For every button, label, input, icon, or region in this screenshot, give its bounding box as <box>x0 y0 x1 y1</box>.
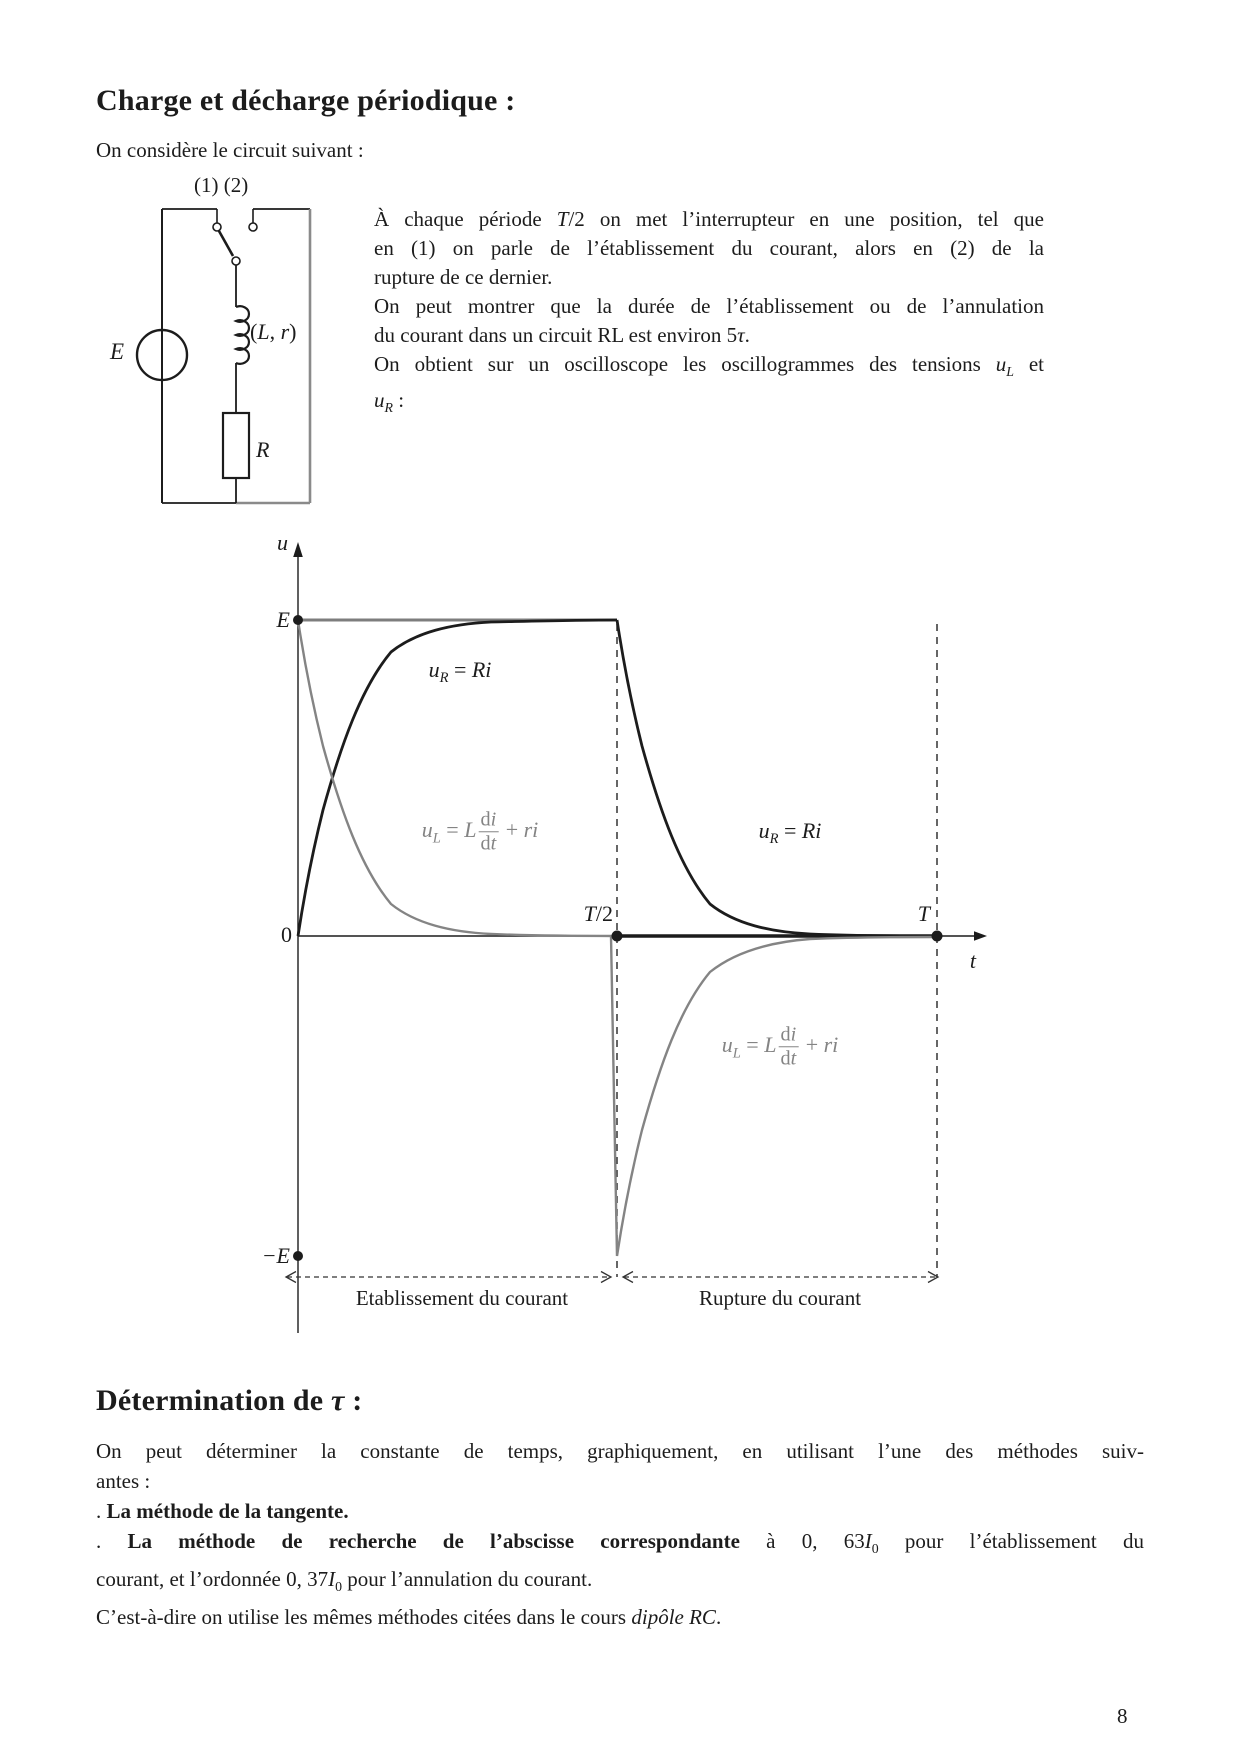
paragraph-line: C’est-à-dire on utilise les mêmes méthodes citées dans le cours dipôle RC. <box>96 1605 722 1630</box>
point-e <box>293 615 303 625</box>
paragraph-line: On peut montrer que la durée de l’établissement ou de l’annulation <box>374 294 1044 318</box>
switch-blade <box>219 231 233 256</box>
region-label-rupture: Rupture du courant <box>698 1286 862 1310</box>
x-axis-label: t <box>969 948 976 973</box>
resistor-box <box>223 413 249 478</box>
paragraph-line: On peut déterminer la constante de temps, graphiquement, en utilisant l’une des méthodes suiv- <box>96 1439 1144 1463</box>
point-t-half <box>612 931 623 942</box>
origin-label: 0 <box>281 922 292 947</box>
ur-label-establishment: $u_R = Ri$ <box>428 656 492 687</box>
determination-paragraph <box>96 1436 1144 1632</box>
ul-curve-rupture <box>611 936 937 1256</box>
switch-positions-label: (1) (2) <box>194 173 249 197</box>
point-t <box>932 931 943 942</box>
resistor-label: R <box>256 437 270 462</box>
y-axis-label: u <box>277 530 288 555</box>
switch-pole <box>232 257 240 265</box>
source-label: E <box>110 339 125 364</box>
fraction-di-dt: $\frac{di}{dt}$ <box>780 1023 797 1070</box>
paragraph-line: À chaque période T/2 on met l’interrupteur en une position, tel que <box>374 207 1044 231</box>
paragraph-line: . La méthode de la tangente. <box>96 1499 349 1523</box>
page-title: Charge et décharge périodique : <box>96 84 516 117</box>
ul-label-establishment: $u_L = L$ $\frac{di}{dt}$ + ri <box>421 808 539 855</box>
region-label-establishment: Etablissement du courant <box>355 1286 569 1310</box>
paragraph-line: $u_R$ : <box>374 388 405 416</box>
circuit-svg <box>110 165 340 515</box>
paragraph-line: rupture de ce dernier. <box>374 265 553 289</box>
circuit-diagram <box>110 165 340 515</box>
intro-paragraph <box>374 205 1044 422</box>
inductor-label: (L, r) <box>250 319 297 344</box>
e-tick-label: E <box>276 607 290 632</box>
t-tick-label: T <box>917 901 930 926</box>
paragraph-line: . La méthode de recherche de l’abscisse correspondante à 0, $63I_0$ pour l’établissement du <box>96 1529 1145 1557</box>
paragraph-line: en (1) on parle de l’établissement du courant, alors en (2) de la <box>374 236 1044 260</box>
intro-line: On considère le circuit suivant : <box>96 138 364 162</box>
ur-curve-rupture <box>617 620 937 936</box>
x-axis-arrow-icon <box>974 931 987 941</box>
ur-label-rupture: $u_R = Ri$ <box>758 817 822 848</box>
paragraph-line: du courant dans un circuit RL est environ 5τ. <box>374 323 750 347</box>
ul-label-rupture: $u_L = L$ $\frac{di}{dt}$ + ri <box>721 1023 839 1070</box>
inductor-coil <box>236 306 249 364</box>
y-axis-arrow-icon <box>293 542 303 557</box>
section-heading: Détermination de τ : <box>96 1384 363 1417</box>
t-half-tick-label: T/2 <box>583 901 613 926</box>
point-minus-e <box>293 1251 303 1261</box>
switch-contact-1 <box>213 223 221 231</box>
oscillogram-chart <box>230 520 1010 1350</box>
oscillogram-svg <box>230 520 1010 1350</box>
page-number: 8 <box>1117 1704 1128 1728</box>
paragraph-line: antes : <box>96 1469 151 1493</box>
fraction-di-dt: $\frac{di}{dt}$ <box>480 808 497 855</box>
switch-contact-2 <box>249 223 257 231</box>
paragraph-line: On obtient sur un oscilloscope les oscillogrammes des tensions $u_L$ et <box>374 352 1045 380</box>
minus-e-tick-label: −E <box>261 1243 290 1268</box>
paragraph-line: courant, et l’ordonnée 0, $37I_0$ pour l’annulation du courant. <box>96 1567 593 1595</box>
